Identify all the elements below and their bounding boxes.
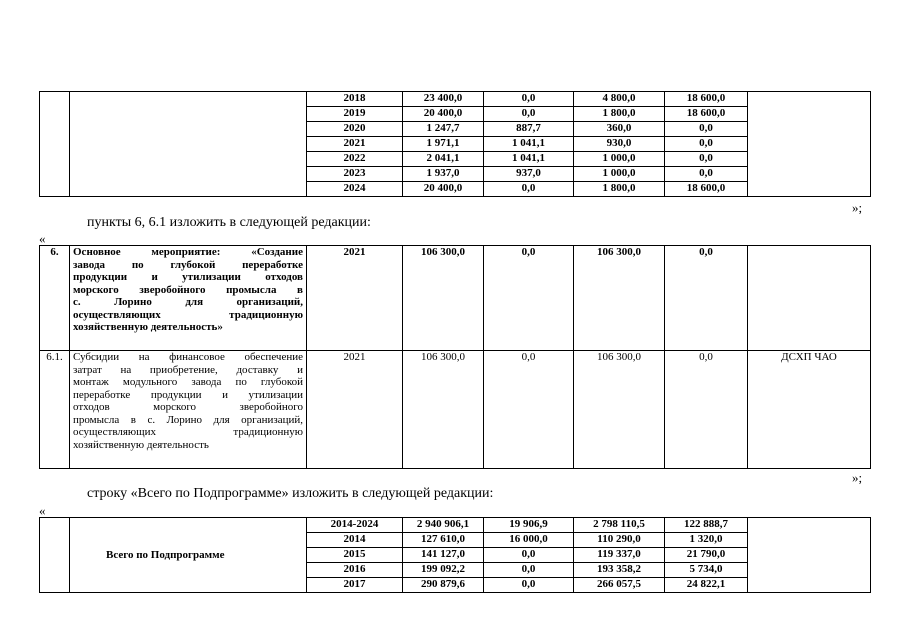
year-cell: 2021 [307, 137, 403, 152]
year-cell: 2021 [307, 351, 403, 469]
year-cell: 2014-2024 [307, 518, 403, 533]
total-cell: 106 300,0 [403, 351, 484, 469]
other-cell: 0,0 [665, 351, 748, 469]
federal-cell: 1 041,1 [484, 152, 574, 167]
number-cell [40, 92, 70, 197]
federal-cell: 937,0 [484, 167, 574, 182]
year-cell: 2015 [307, 548, 403, 563]
regional-cell: 360,0 [574, 122, 665, 137]
regional-cell: 2 798 110,5 [574, 518, 665, 533]
year-row [40, 92, 871, 107]
name-line: хозяйственную деятельность [73, 438, 209, 451]
closing-quote-2: »; [852, 470, 863, 485]
other-cell: 1 320,0 [665, 533, 748, 548]
item-6-1-row [40, 351, 871, 469]
other-cell: 122 888,7 [665, 518, 748, 533]
name-line: переработке продукции и утилизации [73, 388, 303, 401]
instruction-paragraph-2: строку «Всего по Подпрограмме» изложить в следующей редакции: [87, 486, 494, 501]
year-cell: 2022 [307, 152, 403, 167]
other-cell: 18 600,0 [665, 107, 748, 122]
closing-quote-1: »; [852, 200, 863, 215]
regional-cell: 4 800,0 [574, 92, 665, 107]
year-cell: 2023 [307, 167, 403, 182]
total-cell: 290 879,6 [403, 578, 484, 593]
total-cell: 23 400,0 [403, 92, 484, 107]
regional-cell: 110 290,0 [574, 533, 665, 548]
other-cell: 0,0 [665, 167, 748, 182]
regional-cell: 106 300,0 [574, 351, 665, 469]
name-line: монтаж модульного завода по глубокой [73, 376, 303, 388]
federal-cell: 0,0 [484, 563, 574, 578]
year-cell: 2024 [307, 182, 403, 197]
regional-cell: 930,0 [574, 137, 665, 152]
regional-cell: 193 358,2 [574, 563, 665, 578]
federal-cell: 0,0 [484, 246, 574, 351]
opening-quote-1: « [39, 231, 46, 246]
year-row [40, 518, 871, 533]
regional-cell: 1 000,0 [574, 152, 665, 167]
federal-cell: 0,0 [484, 351, 574, 469]
funding-table-continuation [39, 91, 871, 197]
name-line: с. Лорино для организаций, [73, 296, 303, 308]
other-cell: 0,0 [665, 137, 748, 152]
other-cell: 0,0 [665, 246, 748, 351]
year-cell: 2019 [307, 107, 403, 122]
instruction-paragraph-1: пункты 6, 6.1 изложить в следующей редакции: [87, 215, 371, 230]
total-cell: 20 400,0 [403, 107, 484, 122]
name-line: отходов морского зверобойного [73, 401, 303, 413]
name-line: осуществляющих традиционную [73, 308, 303, 321]
total-label-cell: Всего по Подпрограмме [70, 518, 307, 593]
item-name [70, 246, 307, 351]
federal-cell: 0,0 [484, 578, 574, 593]
other-cell: 0,0 [665, 122, 748, 137]
name-line: Основное мероприятие: «Создание [73, 246, 303, 258]
regional-cell: 1 800,0 [574, 182, 665, 197]
total-cell: 199 092,2 [403, 563, 484, 578]
federal-cell: 887,7 [484, 122, 574, 137]
other-cell: 0,0 [665, 152, 748, 167]
federal-cell: 16 000,0 [484, 533, 574, 548]
name-cell [70, 92, 307, 197]
federal-cell: 1 041,1 [484, 137, 574, 152]
total-cell: 1 937,0 [403, 167, 484, 182]
name-line: морского зверобойного промысла в [73, 283, 303, 296]
executor-cell [748, 518, 871, 593]
federal-cell: 19 906,9 [484, 518, 574, 533]
year-cell: 2018 [307, 92, 403, 107]
total-cell: 2 041,1 [403, 152, 484, 167]
name-line: осуществляющих традиционную [73, 426, 303, 438]
executor-cell [748, 92, 871, 197]
total-cell: 1 971,1 [403, 137, 484, 152]
year-cell: 2020 [307, 122, 403, 137]
other-cell: 21 790,0 [665, 548, 748, 563]
regional-cell: 106 300,0 [574, 246, 665, 351]
item-6-row [40, 246, 871, 351]
year-cell: 2014 [307, 533, 403, 548]
total-cell: 1 247,7 [403, 122, 484, 137]
federal-cell: 0,0 [484, 182, 574, 197]
executor-cell: ДСХП ЧАО [748, 351, 871, 469]
name-line: промысла в с. Лорино для организаций, [73, 413, 303, 426]
other-cell: 18 600,0 [665, 182, 748, 197]
name-line: Субсидии на финансовое обеспечение [73, 351, 303, 363]
federal-cell: 0,0 [484, 548, 574, 563]
items-6-table [39, 245, 871, 469]
federal-cell: 0,0 [484, 107, 574, 122]
other-cell: 5 734,0 [665, 563, 748, 578]
executor-cell [748, 246, 871, 351]
regional-cell: 266 057,5 [574, 578, 665, 593]
total-cell: 127 610,0 [403, 533, 484, 548]
item-number: 6. [40, 246, 70, 351]
name-line: хозяйственную деятельность» [73, 321, 223, 333]
total-cell: 106 300,0 [403, 246, 484, 351]
total-cell: 2 940 906,1 [403, 518, 484, 533]
regional-cell: 1 800,0 [574, 107, 665, 122]
other-cell: 24 822,1 [665, 578, 748, 593]
other-cell: 18 600,0 [665, 92, 748, 107]
item-number: 6.1. [40, 351, 70, 469]
total-cell: 141 127,0 [403, 548, 484, 563]
federal-cell: 0,0 [484, 92, 574, 107]
year-cell: 2021 [307, 246, 403, 351]
year-cell: 2017 [307, 578, 403, 593]
regional-cell: 1 000,0 [574, 167, 665, 182]
number-cell [40, 518, 70, 593]
name-line: продукции и утилизации отходов [73, 271, 303, 283]
regional-cell: 119 337,0 [574, 548, 665, 563]
name-line: затрат на приобретение, доставку и [73, 363, 303, 376]
total-cell: 20 400,0 [403, 182, 484, 197]
year-cell: 2016 [307, 563, 403, 578]
item-name [70, 351, 307, 469]
opening-quote-2: « [39, 503, 46, 518]
subprogram-total-table [39, 517, 871, 593]
name-line: завода по глубокой переработке [73, 258, 303, 271]
